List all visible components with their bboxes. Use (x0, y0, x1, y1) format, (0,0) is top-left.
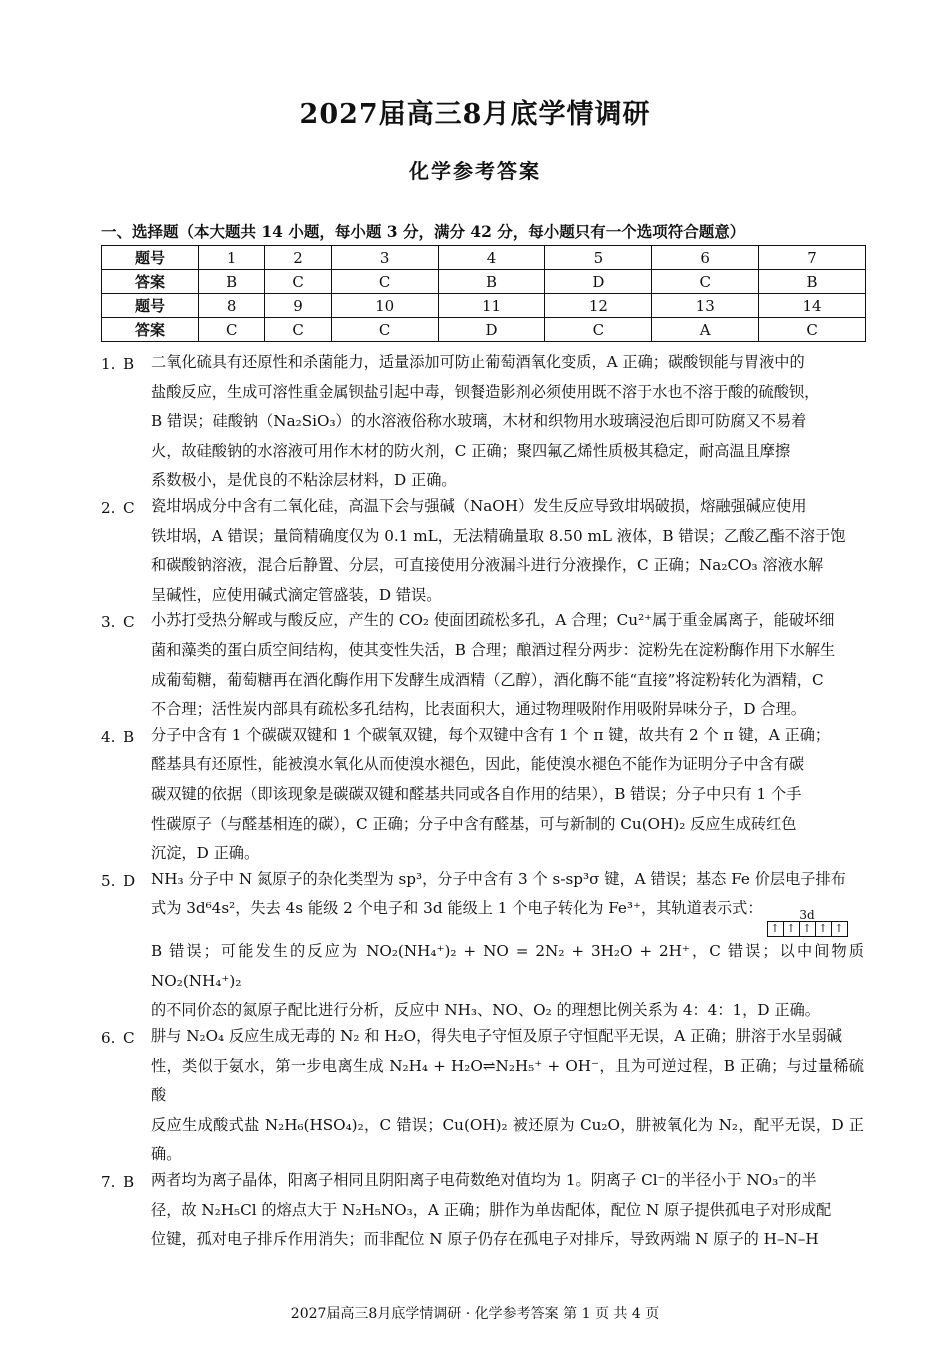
answer-table-cell: B (438, 270, 545, 294)
orbital-box-arrow: ↑ (816, 922, 832, 936)
item-answer: D (123, 871, 136, 890)
answer-table-cell: 4 (438, 246, 545, 270)
explanation-line-text: B 错误；硅酸钠（Na₂SiO₃）的水溶液俗称水玻璃，木材和织物用水玻璃浸泡后即可防腐又不易着 (151, 412, 807, 431)
explanation-line (151, 522, 864, 552)
explanation-item (101, 355, 864, 496)
item-answer: C (123, 1029, 135, 1048)
explanation-item (101, 496, 864, 610)
explanation-line-text: 二氧化硫具有还原性和杀菌能力，适量添加可防止葡萄酒氧化变质，A 正确；碳酸钡能与胃液中的 (151, 353, 805, 371)
explanation-list (101, 355, 864, 1258)
orbital-diagram (767, 909, 848, 937)
answer-table-cell: 5 (545, 246, 652, 270)
item-number: 5. (101, 871, 116, 890)
explanation-line (151, 1225, 864, 1255)
explanation-line (151, 437, 864, 467)
explanation-line (151, 1111, 864, 1170)
explanation-line (151, 378, 864, 408)
explanation-line (151, 606, 864, 636)
explanation-line (151, 894, 864, 937)
explanation-line-text: 呈碱性，应使用碱式滴定管盛装，D 错误。 (151, 585, 442, 604)
explanation-line-text: 位键，孤对电子排斥作用消失；而非配位 N 原子仍存在孤电子对排斥，导致两端 N 原子的 H–N–H (151, 1230, 819, 1249)
item-explanation (151, 869, 864, 1026)
explanation-line-text: 小苏打受热分解或与酸反应，产生的 CO₂ 使面团疏松多孔，A 合理；Cu²⁺属于重金属离子，能破坏细 (151, 611, 835, 630)
explanation-line-text: 性碳原子（与醛基相连的碳），C 正确；分子中含有醛基，可与新制的 Cu(OH)₂ 反应生成砖红色 (151, 814, 797, 833)
explanation-line-text: 的不同价态的氮原子配比进行分析，反应中 NH₃、NO、O₂ 的理想比例关系为 4：4：1，D 正确。 (151, 1001, 820, 1020)
answer-table-row-label: 题号 (102, 294, 199, 318)
page-footer: 2027届高三8月底学情调研 · 化学参考答案 第 1 页 共 4 页 (290, 1306, 660, 1322)
item-explanation (151, 496, 864, 610)
explanation-line-text: 反应生成酸式盐 N₂H₆(HSO₄)₂，C 错误；Cu(OH)₂ 被还原为 Cu₂O，肼被氧化为 N₂，配平无误，D 正确。 (151, 1115, 864, 1164)
explanation-line-text: 肼与 N₂O₄ 反应生成无毒的 N₂ 和 H₂O，得失电子守恒及原子守恒配平无误，A 正确；肼溶于水呈弱碱 (151, 1027, 842, 1046)
answer-table-row-label: 题号 (102, 246, 199, 270)
orbital-box-arrow: ↑ (784, 922, 800, 936)
section-heading: 一、选择题（本大题共 14 小题，每小题 3 分，满分 42 分，每小题只有一个选项符合题意） (101, 222, 746, 241)
explanation-line (151, 1166, 864, 1196)
explanation-line (151, 750, 864, 780)
item-answer: B (123, 1173, 135, 1192)
explanation-line-text: 醛基具有还原性，能被溴水氧化从而使溴水褪色，因此，能使溴水褪色不能作为证明分子中含有碳 (151, 755, 805, 774)
answer-table-cell: 7 (759, 246, 866, 270)
explanation-item (101, 613, 864, 724)
answer-table-cell: 13 (652, 294, 759, 318)
answer-table-cell: C (265, 318, 331, 342)
explanation-line-text: 碳双键的依据（即该现象是碳碳双键和醛基共同或各自作用的结果），B 错误；分子中只有 1 个手 (151, 784, 802, 803)
answer-table-cell: C (545, 318, 652, 342)
answer-table-cell: 12 (545, 294, 652, 318)
explanation-line-text: 径，故 N₂H₅Cl 的熔点大于 N₂H₅NO₃，A 正确；肼作为单齿配体，配位 N 原子提供孤电子对形成配 (151, 1200, 832, 1219)
explanation-line-text: 式为 3d⁶4s²，失去 4s 能级 2 个电子和 3d 能级上 1 个电子转化为 Fe³⁺，其轨道表示式： (151, 899, 763, 918)
item-answer: B (123, 355, 135, 373)
explanation-line-text: 火，故硅酸钠的水溶液可用作木材的防火剂，C 正确；聚四氟乙烯性质极其稳定，耐高温且摩擦 (151, 441, 791, 460)
page-subtitle: 化学参考答案 (409, 159, 541, 183)
answer-table-cell: C (265, 270, 331, 294)
explanation-line-text: 性，类似于氨水，第一步电离生成 N₂H₄ + H₂O⇌N₂H₅⁺ + OH⁻，且为可逆过程，B 正确；与过量稀硫酸 (151, 1056, 864, 1105)
explanation-line (151, 551, 864, 581)
answer-table-cell: C (331, 270, 438, 294)
answer-table-cell: 3 (331, 246, 438, 270)
explanation-line-text: NH₃ 分子中 N 氮原子的杂化类型为 sp³，分子中含有 3 个 s-sp³σ 键，A 错误；基态 Fe 价层电子排布 (151, 869, 846, 888)
orbital-box-arrow: ↑ (800, 922, 816, 936)
answer-table-cell: D (438, 318, 545, 342)
item-explanation (151, 725, 864, 869)
orbital-box-arrow: ↑ (834, 922, 844, 936)
page-title: 2027届高三8月底学情调研 (299, 99, 651, 130)
answer-table-cell: 8 (199, 294, 265, 318)
explanation-item (101, 1173, 864, 1255)
explanation-line (151, 1196, 864, 1226)
answer-table (101, 245, 866, 342)
explanation-line (151, 721, 864, 751)
item-number: 6. (101, 1029, 116, 1048)
item-number: 1. (101, 355, 116, 373)
item-number: 3. (101, 613, 116, 632)
explanation-line (151, 1052, 864, 1111)
explanation-line-text: 沉淀，D 正确。 (151, 844, 260, 863)
answer-table-cell: C (759, 318, 866, 342)
answer-table-cell: C (331, 318, 438, 342)
answer-table-cell: 1 (199, 246, 265, 270)
item-number: 4. (101, 727, 116, 746)
explanation-line (151, 407, 864, 437)
item-number: 7. (101, 1173, 116, 1192)
answer-table-cell: B (759, 270, 866, 294)
explanation-line-text: 瓷坩埚成分中含有二氧化硅，高温下会与强碱（NaOH）发生反应导致坩埚破损，熔融强碱应使用 (151, 496, 807, 515)
item-answer: B (123, 727, 135, 746)
explanation-line (151, 810, 864, 840)
answer-table-cell: 2 (265, 246, 331, 270)
explanation-line (151, 780, 864, 810)
answer-table-row (102, 246, 866, 270)
explanation-line-text: 分子中含有 1 个碳碳双键和 1 个碳氧双键，每个双键中含有 1 个 π 键，故共有 2 个 π 键，A 正确； (151, 725, 831, 744)
answer-table-cell: B (199, 270, 265, 294)
answer-table-cell: C (652, 270, 759, 294)
explanation-line (151, 865, 864, 895)
item-number: 2. (101, 498, 116, 517)
explanation-line (151, 1022, 864, 1052)
explanation-line-text: 铁坩埚，A 错误；量筒精确度仅为 0.1 mL，无法精确量取 8.50 mL 液体，B 错误；乙酸乙酯不溶于饱 (151, 526, 846, 545)
explanation-line (151, 492, 864, 522)
answer-table-row-label: 答案 (102, 318, 199, 342)
explanation-line-text: 成葡萄糖，葡萄糖再在酒化酶作用下发酵生成酒精（乙醇），酒化酶不能“直接”将淀粉转化为酒精，C (151, 670, 824, 689)
answer-table-cell: A (652, 318, 759, 342)
explanation-line-text: 盐酸反应，生成可溶性重金属钡盐引起中毒，钡餐造影剂必须使用既不溶于水也不溶于酸的硫酸钡， (151, 382, 820, 401)
explanation-line-text: 菌和藻类的蛋白质空间结构，使其变性失活，B 合理；酿酒过程分两步：淀粉先在淀粉酶作用下水解生 (151, 640, 836, 659)
explanation-item (101, 1029, 864, 1170)
answer-table-row (102, 294, 866, 318)
item-answer: C (123, 498, 135, 517)
answer-table-row (102, 270, 866, 294)
answer-table-cell: 6 (652, 246, 759, 270)
item-explanation (151, 1173, 864, 1255)
explanation-item (101, 869, 864, 1026)
answer-table-cell: C (199, 318, 265, 342)
orbital-box-arrow: ↑ (768, 922, 784, 936)
answer-table-cell: 9 (265, 294, 331, 318)
answer-table-cell: 14 (759, 294, 866, 318)
answer-table-cell: D (545, 270, 652, 294)
answer-table-cell: 10 (331, 294, 438, 318)
answer-table-row-label: 答案 (102, 270, 199, 294)
answer-table-cell: 11 (438, 294, 545, 318)
explanation-line-text: 两者均为离子晶体，阳离子相同且阴阳离子电荷数绝对值均为 1。阴离子 Cl⁻的半径小于 NO₃⁻的半 (151, 1171, 817, 1190)
explanation-line-text: 不合理；活性炭内部具有疏松多孔结构，比表面积大，通过物理吸附作用吸附异味分子，D 合理。 (151, 700, 806, 719)
item-answer: C (123, 613, 135, 632)
answer-table-row (102, 318, 866, 342)
orbital-boxes (767, 921, 848, 937)
explanation-line (151, 937, 864, 996)
item-explanation (151, 355, 864, 496)
orbital-label: 3d (799, 908, 815, 923)
item-explanation (151, 613, 864, 724)
explanation-line-text: 和碳酸钠溶液，混合后静置、分层，可直接使用分液漏斗进行分液操作，C 正确；Na₂CO₃ 溶液水解 (151, 556, 824, 575)
explanation-line-text: 系数极小，是优良的不粘涂层材料，D 正确。 (151, 471, 457, 490)
explanation-line (151, 348, 864, 378)
item-explanation (151, 1029, 864, 1170)
explanation-line (151, 636, 864, 666)
explanation-line (151, 666, 864, 696)
explanation-line-text: B 错误；可能发生的反应为 NO₂(NH₄⁺)₂ + NO = 2N₂ + 3H₂O + 2H⁺，C 错误；以中间物质 NO₂(NH₄⁺)₂ (151, 942, 864, 990)
explanation-item (101, 725, 864, 869)
